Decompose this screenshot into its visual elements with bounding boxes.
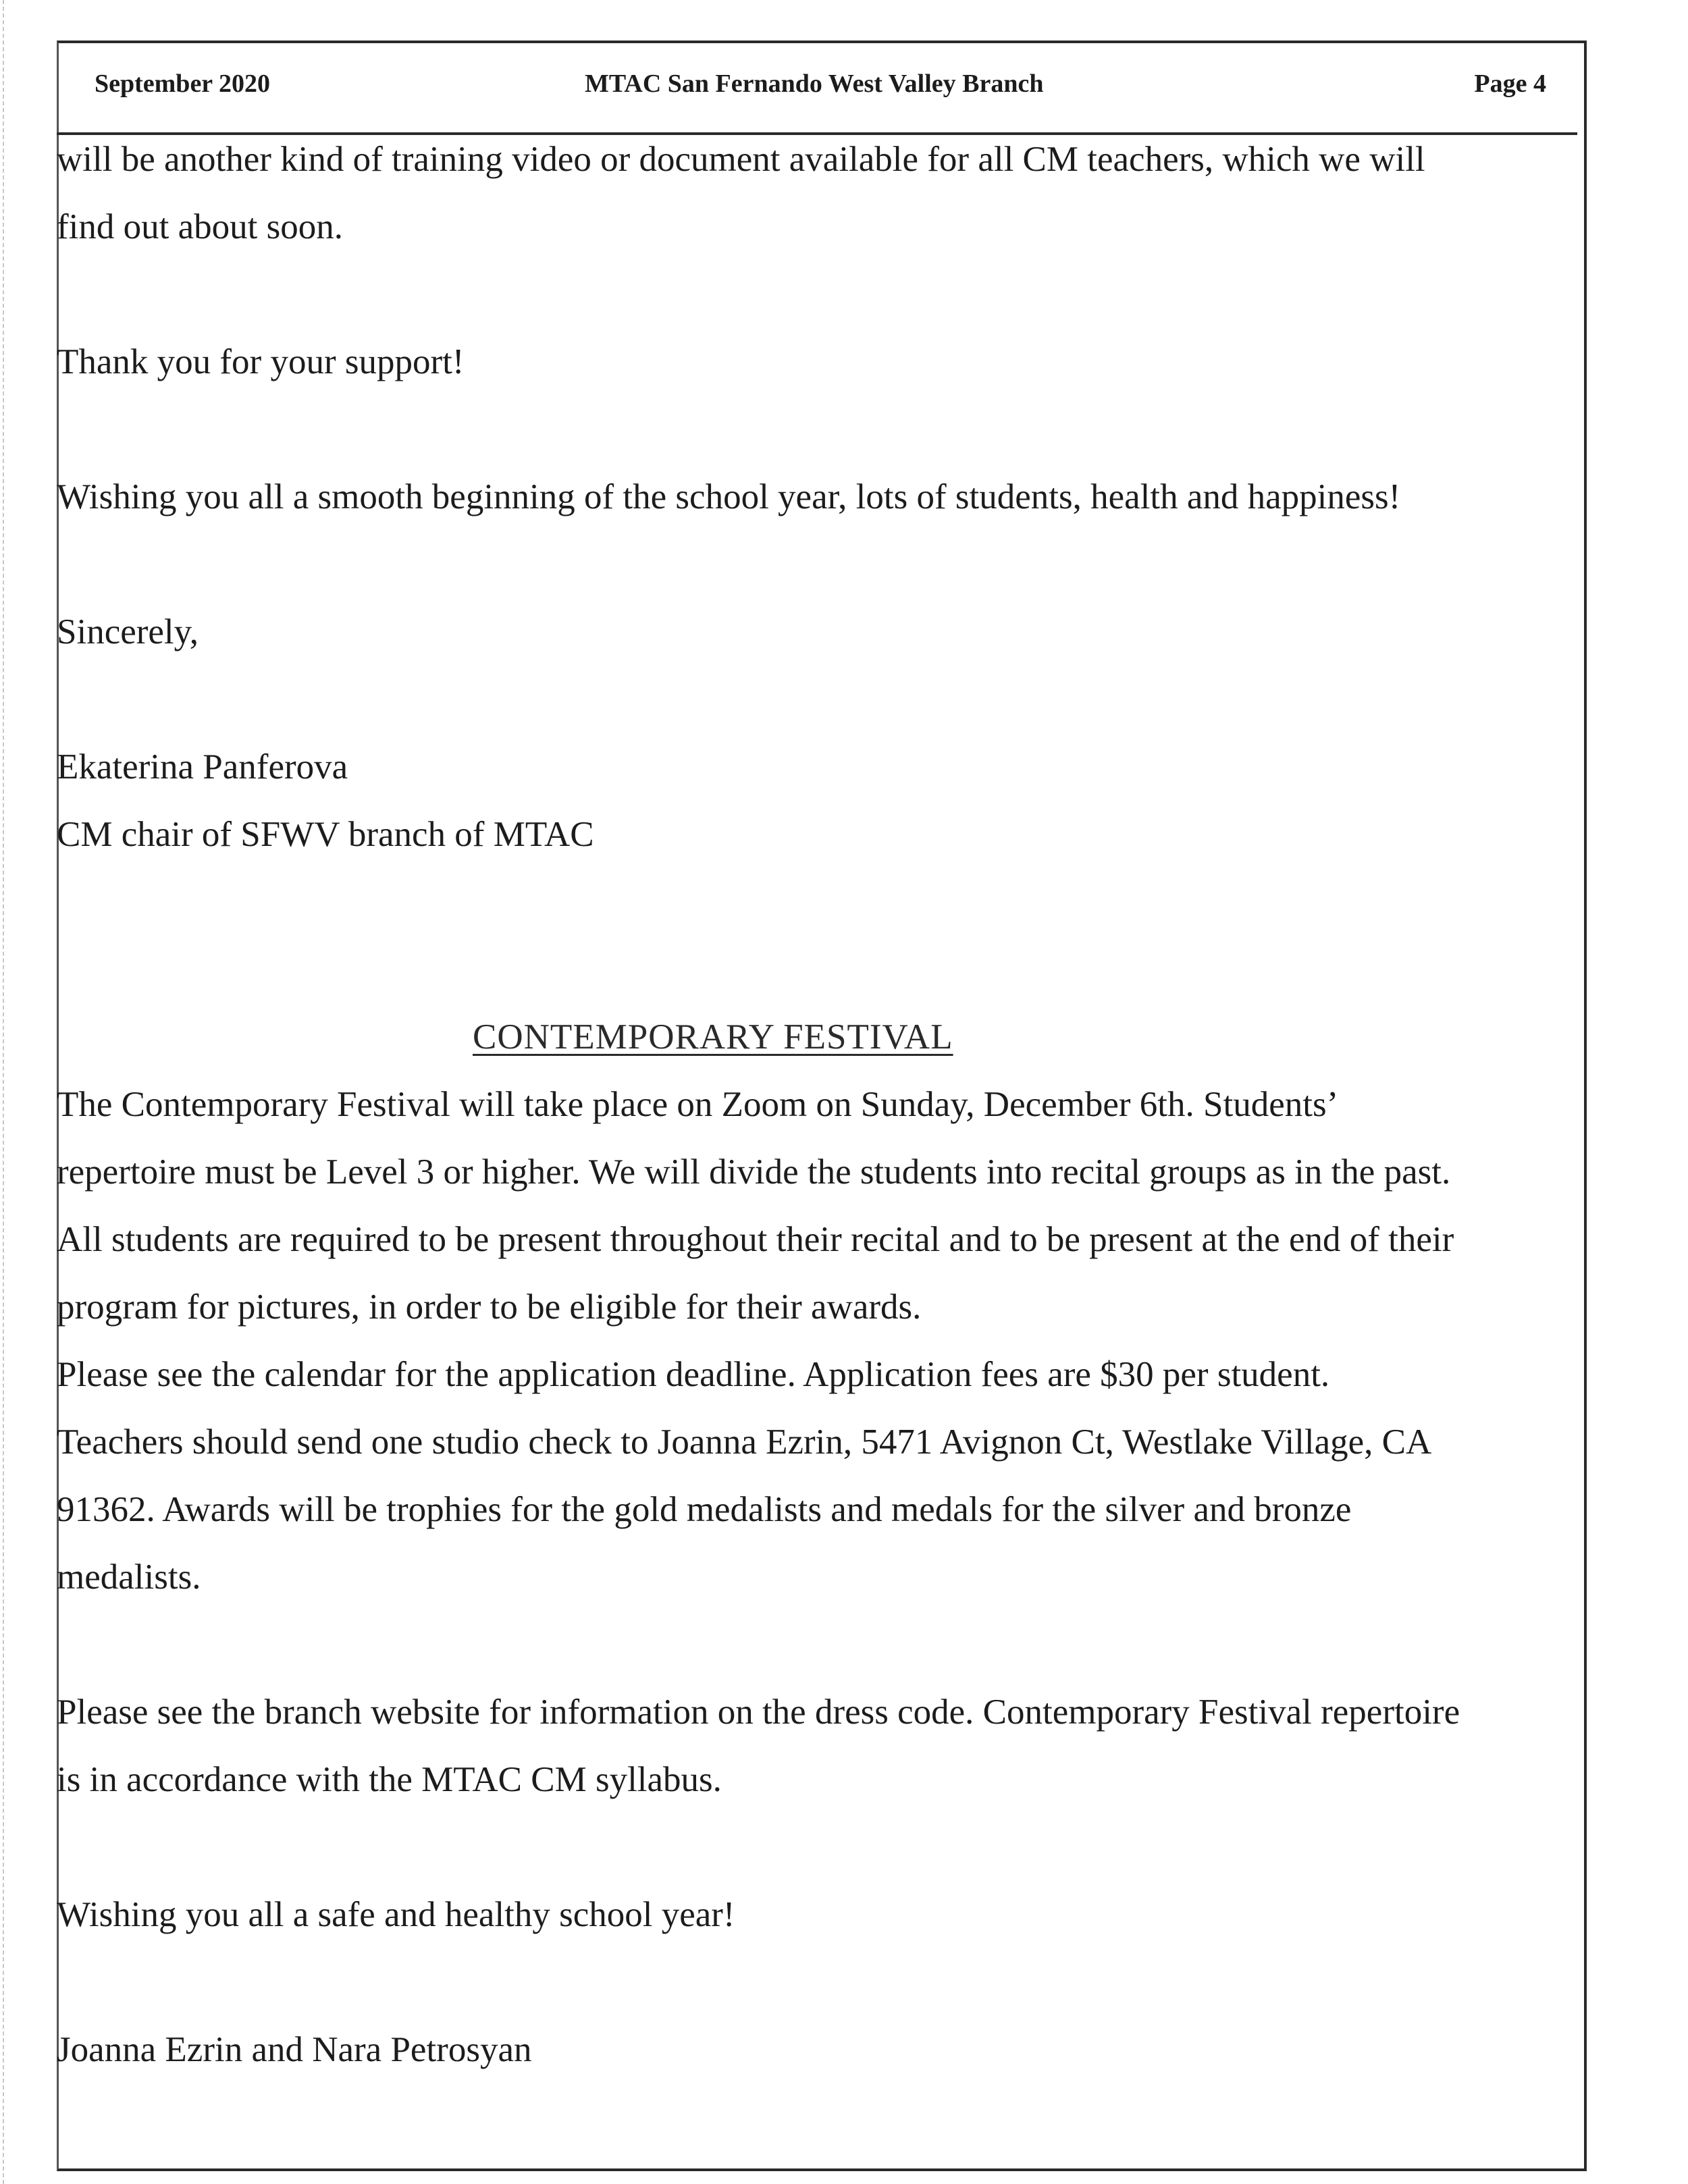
text-line: Please see the branch website for information on the dress code. Contemporary Festival repertoire <box>57 1693 1460 1732</box>
text-line: 91362. Awards will be trophies for the gold medalists and medals for the silver and bronze <box>57 1490 1352 1529</box>
festival-paragraph-1 <box>57 1071 1454 1611</box>
signer-title: CM chair of SFWV branch of MTAC <box>57 815 594 854</box>
header-title: MTAC San Fernando West Valley Branch <box>585 70 1044 98</box>
text-line: repertoire must be Level 3 or higher. We will divide the students into recital groups as in the past. <box>57 1152 1451 1192</box>
letter-closing: Sincerely, <box>57 612 199 651</box>
text-line: Please see the calendar for the application deadline. Application fees are $30 per student. <box>57 1355 1330 1394</box>
section-heading: CONTEMPORARY FESTIVAL <box>473 1017 953 1057</box>
letter-signature <box>57 733 594 868</box>
page-header <box>95 69 1546 109</box>
text-line: All students are required to be present throughout their recital and to be present at the end of their <box>57 1220 1454 1259</box>
text-line: The Contemporary Festival will take place on Zoom on Sunday, December 6th. Students’ <box>57 1085 1339 1124</box>
text-line: Teachers should send one studio check to Joanna Ezrin, 5471 Avignon Ct, Westlake Village, CA <box>57 1422 1432 1462</box>
festival-wishes: Wishing you all a safe and healthy school year! <box>57 1895 735 1934</box>
text-line: medalists. <box>57 1557 201 1597</box>
letter-continuation <box>57 126 1425 261</box>
text-line: will be another kind of training video or document available for all CM teachers, which we will <box>57 140 1425 179</box>
festival-paragraph-2 <box>57 1678 1460 1813</box>
text-line: program for pictures, in order to be eligible for their awards. <box>57 1287 922 1327</box>
letter-wishes: Wishing you all a smooth beginning of the school year, lots of students, health and happiness! <box>57 477 1401 516</box>
text-line: find out about soon. <box>57 207 343 246</box>
scan-edge <box>3 0 5 2184</box>
header-page-number: Page 4 <box>1474 70 1546 98</box>
text-line: is in accordance with the MTAC CM syllabus. <box>57 1760 722 1799</box>
letter-thanks: Thank you for your support! <box>57 342 465 381</box>
signer-name: Ekaterina Panferova <box>57 747 348 787</box>
header-date: September 2020 <box>95 70 270 98</box>
festival-signers: Joanna Ezrin and Nara Petrosyan <box>57 2030 532 2069</box>
